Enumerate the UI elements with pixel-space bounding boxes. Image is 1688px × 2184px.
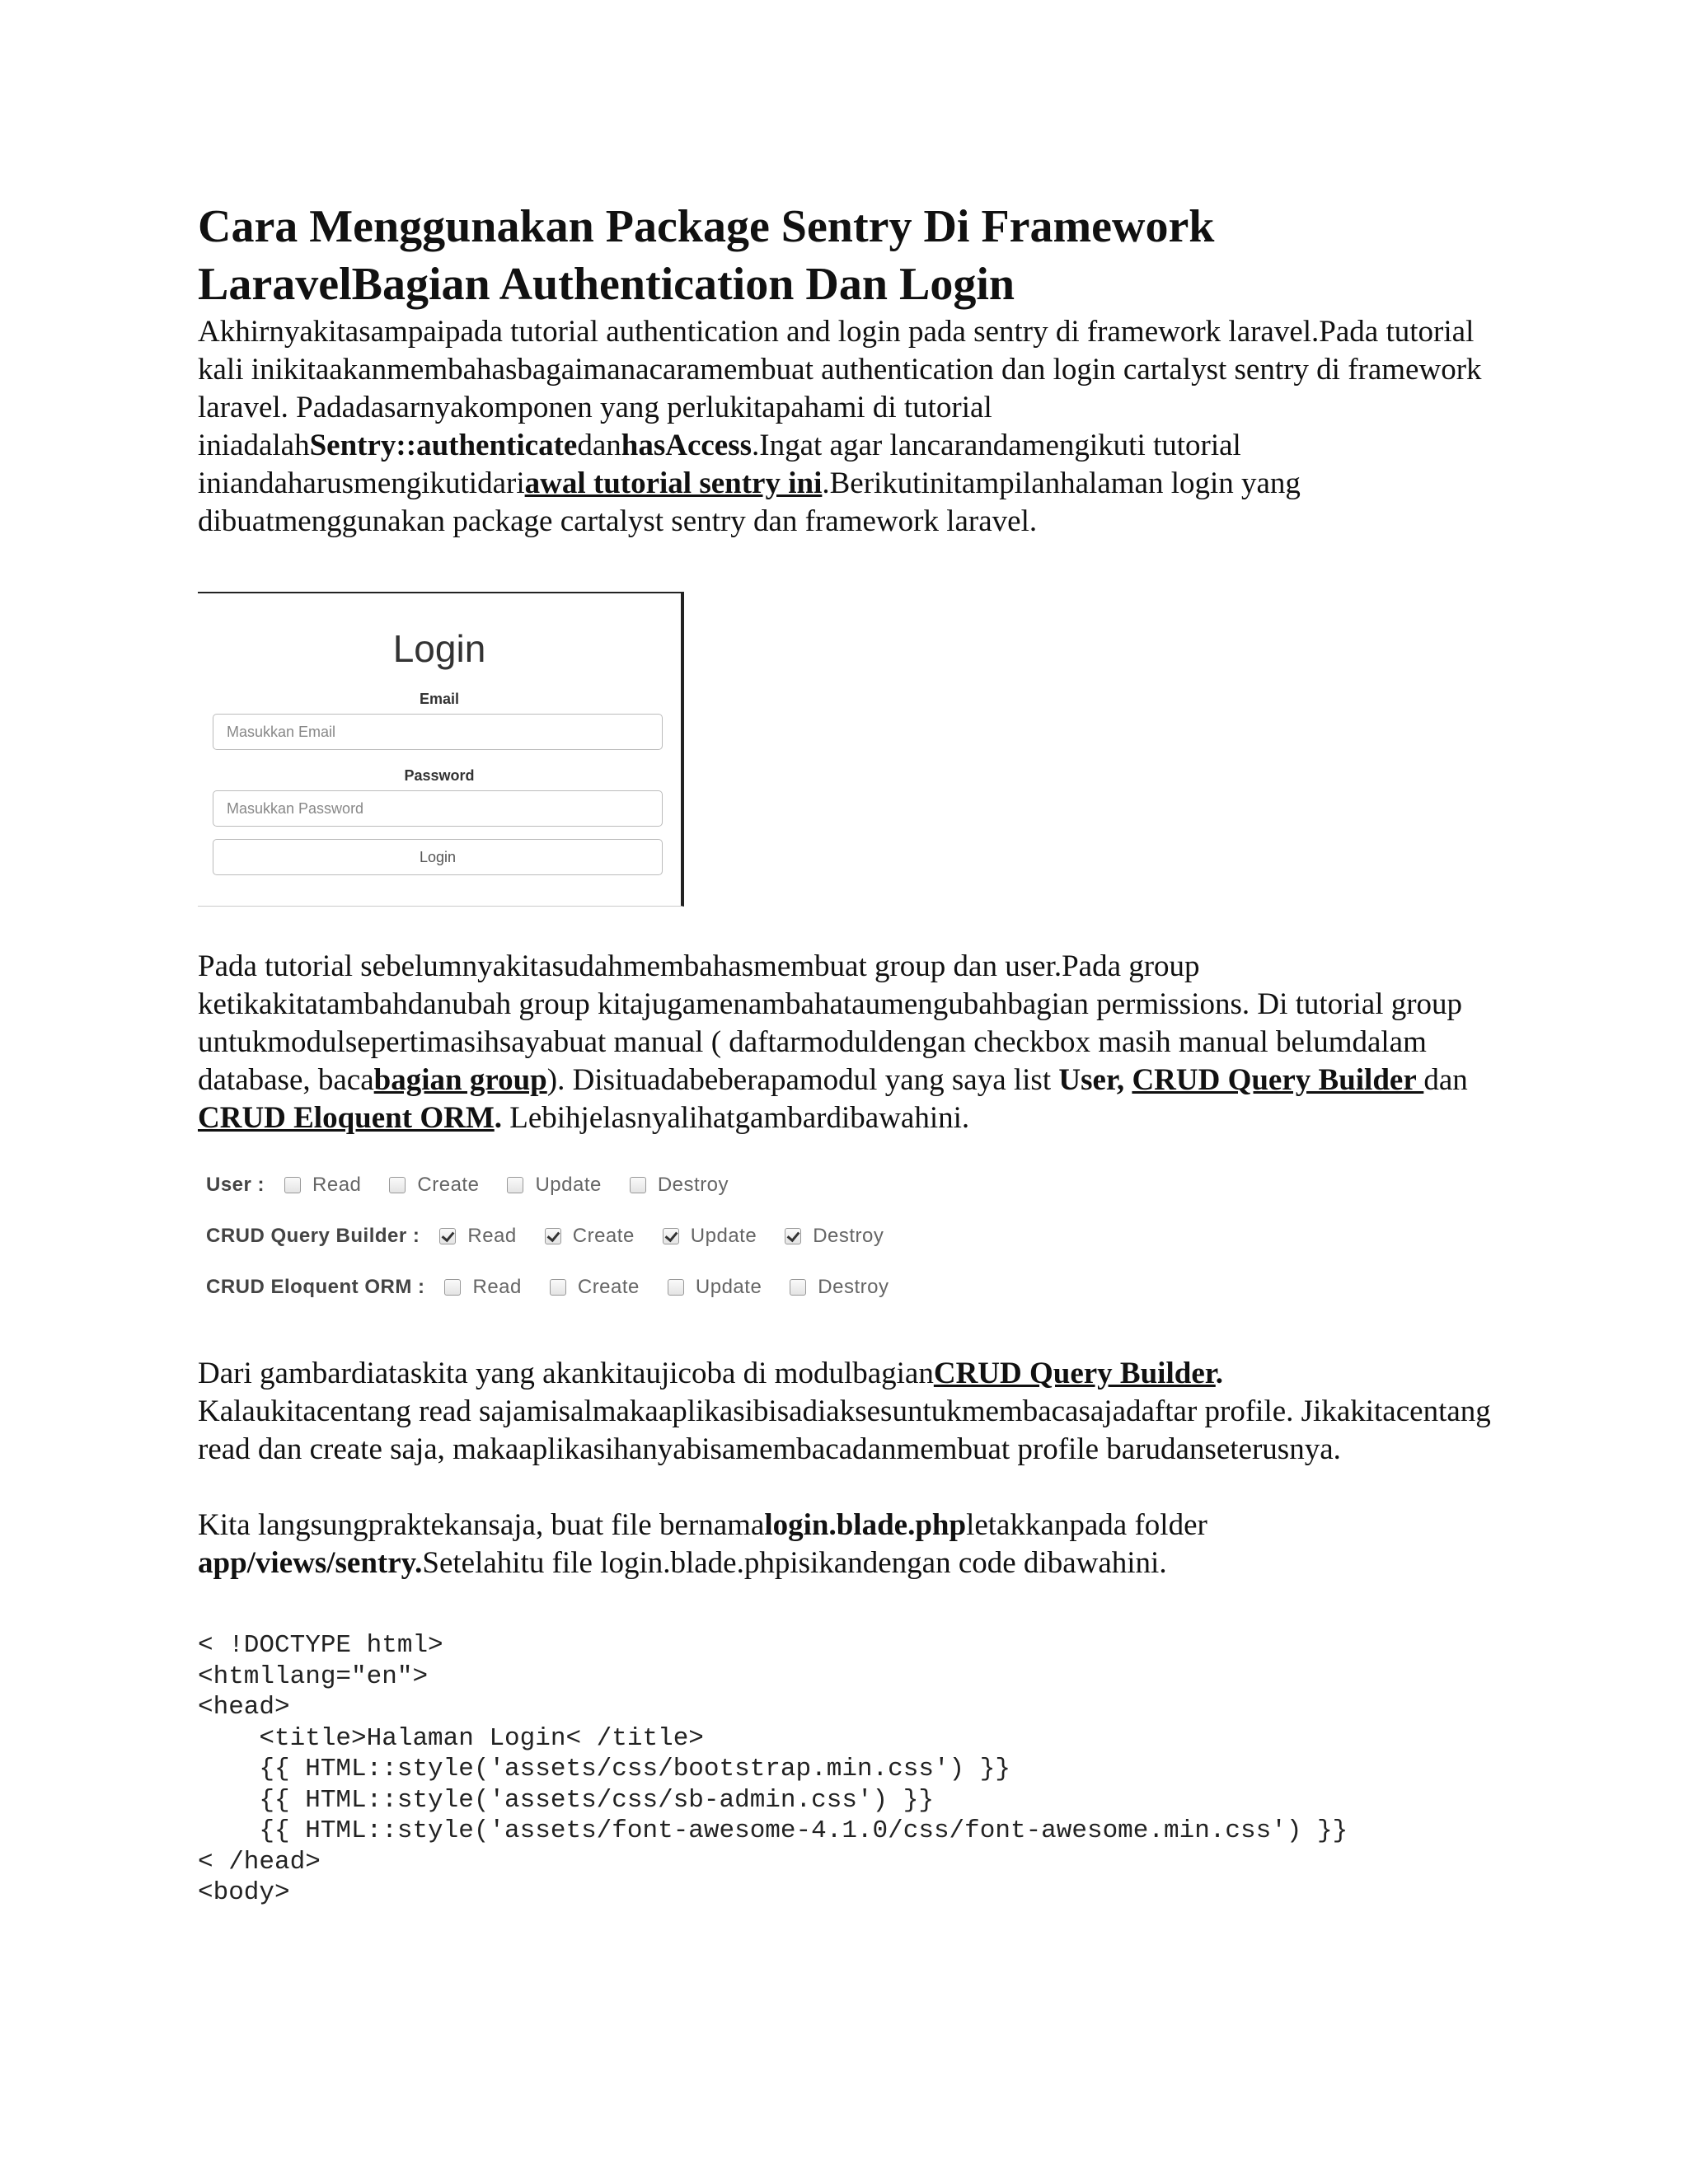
permission-module-label: CRUD Eloquent ORM : xyxy=(206,1276,425,1298)
text: Pada tutorial sebelumnyakitasudahmembahasmembuat group dan user.Pada group ketikakitatambahdanubah group kitajugamenambahataumengubahbagian permissions. Di tutorial group untukmodulsepertimasihsayabuat manual ( daftarmoduldengan checkbox masih manual belumdalam database, baca xyxy=(198,949,1463,1097)
permission-row xyxy=(206,1174,745,1197)
permission-checkbox[interactable] xyxy=(545,1228,561,1244)
folder-path: app/views/sentry. xyxy=(198,1546,423,1580)
permission-option-label: Read xyxy=(467,1225,517,1247)
login-button[interactable]: Login xyxy=(213,839,663,875)
link-bagian-group[interactable]: bagian group xyxy=(373,1063,547,1097)
password-label: Password xyxy=(404,767,475,784)
permission-option-label: Read xyxy=(472,1276,522,1298)
bold-text: User, xyxy=(1058,1063,1132,1097)
permission-checkbox[interactable] xyxy=(389,1177,406,1193)
link-awal-tutorial[interactable]: awal tutorial sentry ini xyxy=(524,466,823,500)
permission-checkbox[interactable] xyxy=(668,1279,684,1296)
permission-checkbox[interactable] xyxy=(785,1228,801,1244)
permissions-paragraph xyxy=(198,948,1500,1137)
text: dan xyxy=(577,429,621,462)
permission-option-label: Create xyxy=(417,1174,480,1196)
permission-checkbox[interactable] xyxy=(444,1279,461,1296)
code-term: hasAccess xyxy=(621,429,753,462)
permission-module-label: User : xyxy=(206,1174,265,1196)
permission-option-label: Destroy xyxy=(657,1174,729,1196)
code-term: Sentry::authenticate xyxy=(309,429,578,462)
permission-checkbox[interactable] xyxy=(439,1228,456,1244)
crud-paragraph xyxy=(198,1355,1500,1469)
article xyxy=(198,198,1500,1909)
permission-option-label: Destroy xyxy=(818,1276,889,1298)
permission-option-label: Update xyxy=(695,1276,762,1298)
bold-text: . xyxy=(1215,1357,1224,1390)
permission-option-label: Create xyxy=(572,1225,635,1247)
permission-checkbox[interactable] xyxy=(630,1177,646,1193)
email-label: Email xyxy=(419,691,460,707)
permission-checkbox[interactable] xyxy=(790,1279,806,1296)
permission-option-label: Read xyxy=(312,1174,362,1196)
text: Lebihjelasnyalihatgambardibawahini. xyxy=(502,1101,970,1135)
title-line-1: Cara Menggunakan Package Sentry Di Framework xyxy=(198,201,1215,252)
permission-row xyxy=(206,1276,905,1299)
text: Kalaukitacentang read sajamisalmakaaplikasibisadiaksesuntukmembacasajadaftar profile. Jikakitacentang read dan create saja, makaaplikasihanyabisamembacadanmembuat profile barudanseterusnya. xyxy=(198,1394,1491,1466)
permissions-screenshot xyxy=(206,1174,1047,1314)
permission-checkbox[interactable] xyxy=(663,1228,679,1244)
text: Kita langsungpraktekansaja, buat file bernama xyxy=(198,1508,765,1542)
intro-paragraph xyxy=(198,313,1500,541)
filename: login.blade.php xyxy=(764,1508,967,1542)
link-crud-eloquent-orm[interactable]: CRUD Eloquent ORM xyxy=(198,1101,495,1135)
text: letakkanpada folder xyxy=(966,1508,1207,1542)
link-crud-query-builder[interactable]: CRUD Query Builder xyxy=(1132,1063,1424,1097)
permission-option-label: Destroy xyxy=(813,1225,884,1247)
login-screenshot xyxy=(198,592,684,907)
text: Dari gambardiataskita yang akankitaujicoba di modulbagian xyxy=(198,1357,934,1390)
password-field[interactable] xyxy=(213,790,663,827)
login-title: Login xyxy=(392,627,486,670)
text: ). Disituadabeberapamodul yang saya list xyxy=(546,1063,1059,1097)
file-paragraph xyxy=(198,1507,1500,1582)
text: dan xyxy=(1423,1063,1468,1097)
code-block: < !DOCTYPE html> <htmllang="en"> <head> <title>Halaman Login< /title> {{ HTML::style('assets/css/bootstrap.min.css') }} {{ HTML::style('assets/css/sb-admin.css') }} {{ HTML::style('assets/font-awesome-4.1.0/css/font-awesome.min.css') }} < /head> <body> xyxy=(198,1631,1348,1907)
permission-option-label: Create xyxy=(577,1276,640,1298)
text: Setelahitu file login.blade.phpisikandengan code dibawahini. xyxy=(422,1546,1167,1580)
permission-checkbox[interactable] xyxy=(550,1279,566,1296)
text: Akhirnyakitasampaipada tutorial authentication and login pada sentry di framework laravel.Pada tutorial kali inikitaakanmembahasbagaimanacaramembuat authentication dan login cartalyst sentry di framework laravel. Padadasarnyakomponen yang perlukitapahami di tutorial iniadalah xyxy=(198,315,1482,462)
bold-text: . xyxy=(494,1101,502,1135)
article-title xyxy=(198,198,1500,313)
permission-row xyxy=(206,1225,900,1248)
text: .Ingat agar lancarandamengikuti tutorial iniandaharusmengikutidari xyxy=(198,429,1241,500)
permission-module-label: CRUD Query Builder : xyxy=(206,1225,420,1247)
permission-checkbox[interactable] xyxy=(507,1177,523,1193)
permission-option-label: Update xyxy=(535,1174,602,1196)
permission-checkbox[interactable] xyxy=(284,1177,301,1193)
title-line-2: LaravelBagian Authentication Dan Login xyxy=(198,259,1015,310)
email-field[interactable] xyxy=(213,714,663,750)
text: .Berikutinitampilanhalaman login yang dibuatmenggunakan package cartalyst sentry dan framework laravel. xyxy=(198,466,1301,538)
permission-option-label: Update xyxy=(690,1225,757,1247)
link-crud-query-builder-2[interactable]: CRUD Query Builder xyxy=(933,1357,1216,1390)
